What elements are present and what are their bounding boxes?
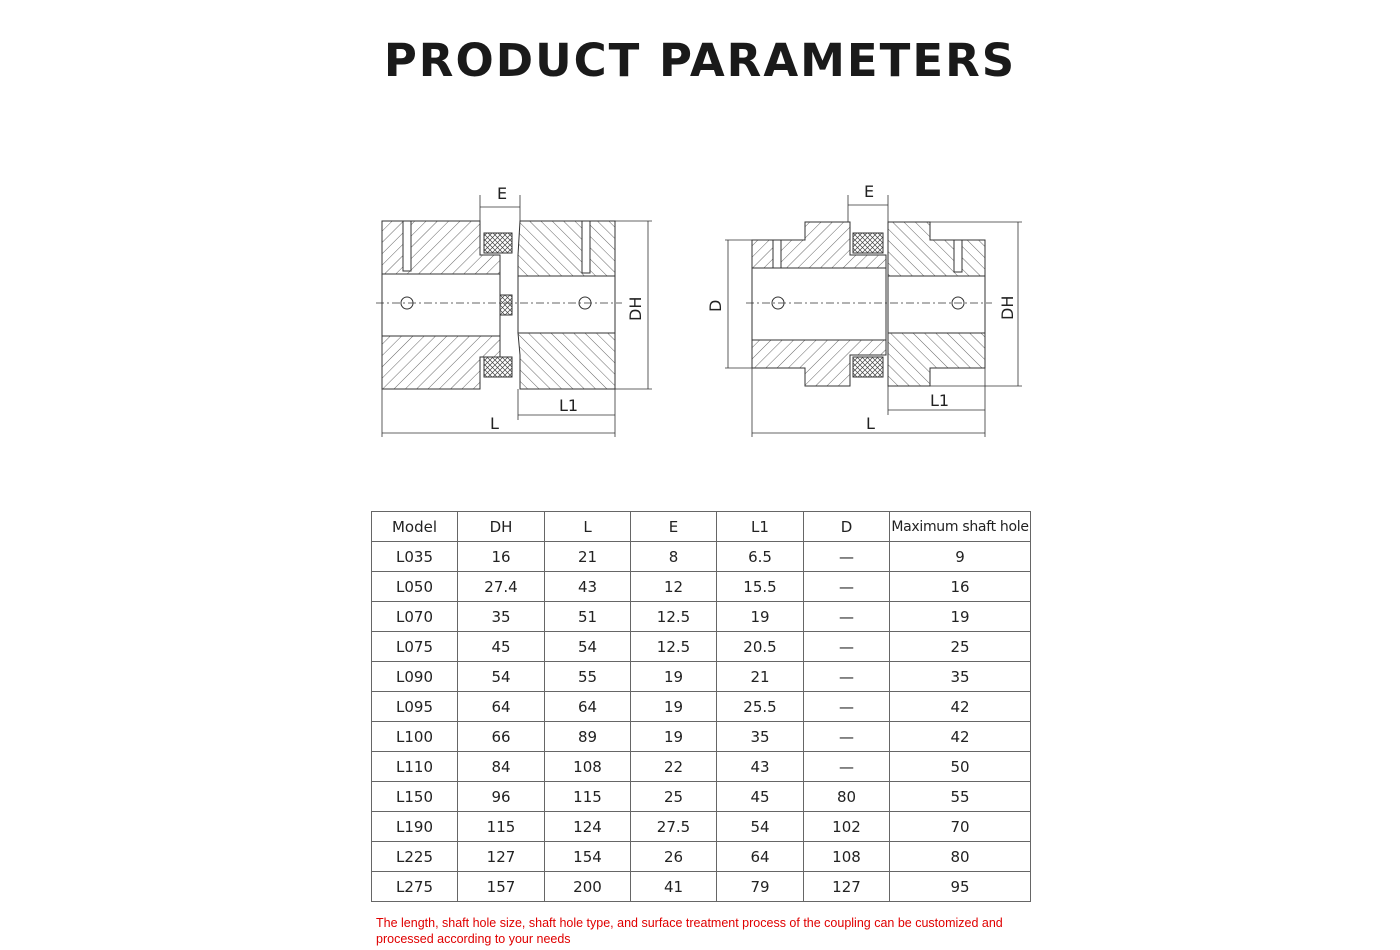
table-header-row [372,512,1031,542]
table-cell: — [804,662,890,692]
table-row [372,722,1031,752]
table-cell: 115 [458,812,545,842]
table-cell: 25 [890,632,1031,662]
table-cell: 27.5 [631,812,717,842]
table-cell: 42 [890,722,1031,752]
table-cell: 20.5 [717,632,804,662]
table-cell: 25 [631,782,717,812]
table-cell: 64 [717,842,804,872]
table-cell: 45 [717,782,804,812]
table-cell: 89 [545,722,631,752]
table-cell: 96 [458,782,545,812]
table-row [372,632,1031,662]
table-cell: L090 [372,662,458,692]
table-cell: 22 [631,752,717,782]
column-header-d: D [804,512,890,542]
right-label-dh: DH [998,295,1017,320]
column-header-max-shaft-hole: Maximum shaft hole [890,512,1031,542]
table-row [372,872,1031,902]
table-cell: L110 [372,752,458,782]
table-cell: 80 [890,842,1031,872]
table-cell: — [804,542,890,572]
table-cell: 35 [458,602,545,632]
left-label-e: E [497,184,508,203]
right-label-e: E [864,182,875,201]
table-cell: L100 [372,722,458,752]
right-label-l: L [866,414,875,433]
table-row [372,692,1031,722]
table-cell: 19 [631,692,717,722]
table-cell: 54 [717,812,804,842]
table-cell: — [804,632,890,662]
table-row [372,782,1031,812]
table-cell: 79 [717,872,804,902]
table-cell: 42 [890,692,1031,722]
table-cell: 127 [804,872,890,902]
table-cell: 84 [458,752,545,782]
left-label-dh: DH [626,296,645,321]
table-cell: 102 [804,812,890,842]
table-cell: — [804,722,890,752]
table-cell: 12.5 [631,632,717,662]
table-cell: 26 [631,842,717,872]
table-row [372,842,1031,872]
column-header-model: Model [372,512,458,542]
table-cell: 127 [458,842,545,872]
table-cell: 51 [545,602,631,632]
coupling-technical-drawing [370,175,1030,445]
table-cell: 80 [804,782,890,812]
left-label-l: L [490,414,499,433]
table-cell: 115 [545,782,631,812]
table-row [372,572,1031,602]
table-cell: 200 [545,872,631,902]
table-cell: 16 [890,572,1031,602]
table-cell: 55 [890,782,1031,812]
table-cell: 108 [804,842,890,872]
table-cell: 55 [545,662,631,692]
column-header-e: E [631,512,717,542]
table-cell: L070 [372,602,458,632]
table-cell: 154 [545,842,631,872]
left-coupling-view [376,221,622,389]
table-cell: 64 [545,692,631,722]
table-cell: 19 [631,722,717,752]
table-cell: 25.5 [717,692,804,722]
customization-note: The length, shaft hole size, shaft hole type, and surface treatment process of the coupling can be customized and processed according to your needs [376,916,1003,946]
table-cell: 43 [545,572,631,602]
table-cell: L050 [372,572,458,602]
table-cell: 35 [717,722,804,752]
table-cell: L190 [372,812,458,842]
table-cell: 19 [631,662,717,692]
table-cell: 27.4 [458,572,545,602]
table-cell: 43 [717,752,804,782]
page-title: PRODUCT PARAMETERS [383,34,1017,87]
table-cell: 19 [890,602,1031,632]
table-cell: 41 [631,872,717,902]
table-cell: 6.5 [717,542,804,572]
right-label-d: D [706,299,725,312]
table-cell: 64 [458,692,545,722]
table-cell: 9 [890,542,1031,572]
table-row [372,602,1031,632]
table-cell: 124 [545,812,631,842]
table-cell: L035 [372,542,458,572]
table-cell: 12 [631,572,717,602]
table-cell: 16 [458,542,545,572]
right-label-l1: L1 [930,391,950,410]
table-cell: 95 [890,872,1031,902]
table-cell: 54 [458,662,545,692]
table-cell: 35 [890,662,1031,692]
parameters-table [371,511,1031,902]
left-label-l1: L1 [559,396,579,415]
column-header-l: L [545,512,631,542]
table-cell: 8 [631,542,717,572]
table-cell: 45 [458,632,545,662]
table-cell: 157 [458,872,545,902]
table-cell: — [804,572,890,602]
table-cell: 66 [458,722,545,752]
right-coupling-view [746,222,992,386]
table-row [372,812,1031,842]
table-cell: 12.5 [631,602,717,632]
table-cell: L225 [372,842,458,872]
table-cell: 15.5 [717,572,804,602]
table-cell: L075 [372,632,458,662]
table-cell: 19 [717,602,804,632]
table-cell: 108 [545,752,631,782]
table-cell: 70 [890,812,1031,842]
table-cell: L095 [372,692,458,722]
table-row [372,662,1031,692]
table-body [372,542,1031,902]
table-cell: — [804,752,890,782]
table-cell: — [804,692,890,722]
table-cell: L150 [372,782,458,812]
table-cell: 21 [545,542,631,572]
table-cell: 21 [717,662,804,692]
table-row [372,542,1031,572]
table-cell: L275 [372,872,458,902]
column-header-l1: L1 [717,512,804,542]
column-header-dh: DH [458,512,545,542]
table-cell: — [804,602,890,632]
table-cell: 50 [890,752,1031,782]
table-cell: 54 [545,632,631,662]
table-row [372,752,1031,782]
